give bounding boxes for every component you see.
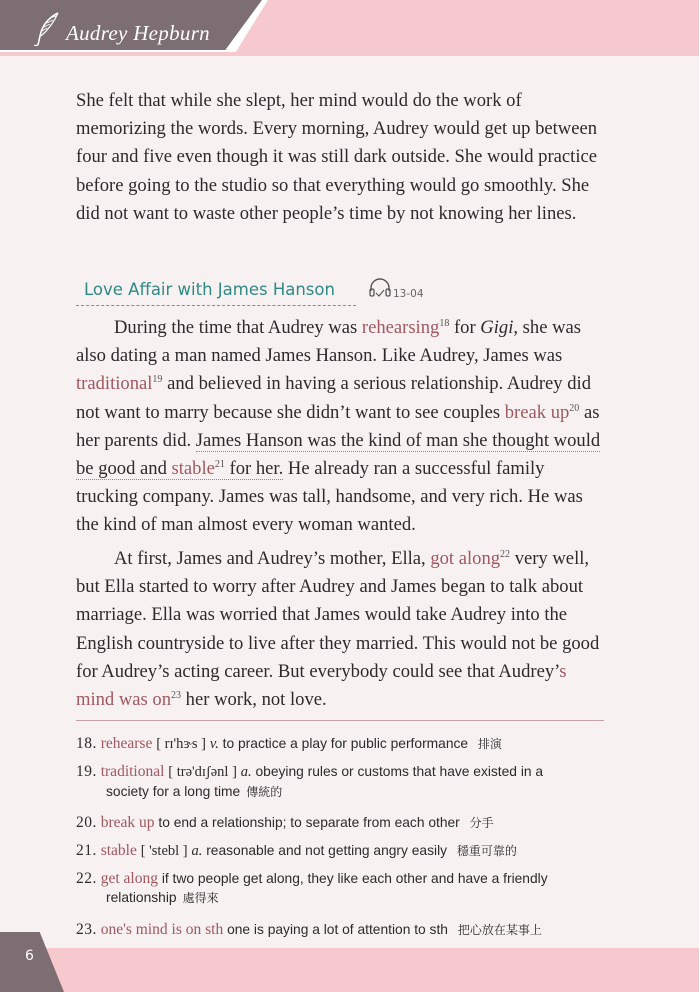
- text-run: for: [449, 317, 481, 338]
- footer-band: [0, 948, 699, 992]
- glossary-definition: obeying rules or customs that have existed in a: [255, 764, 544, 779]
- glossary-definition: if two people get along, they like each other and have a friendly: [161, 871, 548, 886]
- glossary-ipa: [ trə'dɪʃənl ]: [168, 764, 237, 780]
- text-run: very well, but Ella started to worry after Audrey and James began to talk about marriage. Ella was worried that James would take Audrey into the English countryside to live after they married. This would not be good for Audrey’s acting career. But everybody could see that Audrey’: [76, 548, 600, 682]
- page-number: 6: [25, 948, 34, 964]
- text-run: , she was also dating a man named James Hanson. Like Audrey, James was: [76, 317, 582, 367]
- glossary-chinese: 分手: [469, 816, 494, 830]
- glossary-number: 20.: [76, 814, 97, 831]
- text-run: James Hanson was the kind of man she thought would be good and: [76, 429, 601, 480]
- vocab-rehearsing[interactable]: rehearsing: [361, 317, 440, 338]
- glossary-item-23: [76, 920, 616, 940]
- footnote-22: 22: [500, 548, 511, 560]
- text-run: for her.: [224, 458, 284, 480]
- glossary-item-19: [76, 762, 616, 802]
- glossary-item-21: [76, 841, 616, 861]
- glossary-number: 21.: [76, 842, 97, 859]
- text-run: and believed in having a serious relationship. Audrey did not want to marry because she didn’t want to see couples: [76, 373, 592, 423]
- paragraph-2-text: [76, 314, 608, 540]
- vocab-got-along[interactable]: got along: [430, 548, 501, 569]
- vocab-break-up[interactable]: break up: [504, 401, 570, 423]
- glossary-definition-cont: [76, 782, 616, 802]
- paragraph-3-text: [76, 545, 608, 714]
- section-heading: [76, 279, 356, 306]
- glossary-definition-line2: society for a long time: [106, 784, 241, 799]
- glossary-chinese: 把心放在某事上: [457, 923, 542, 937]
- glossary-chinese: 排演: [477, 737, 502, 751]
- glossary-number: 19.: [76, 763, 97, 780]
- text-run: as her parents did.: [76, 401, 600, 451]
- footnote-23: 23: [171, 689, 182, 701]
- glossary-term[interactable]: get along: [100, 870, 158, 887]
- glossary-divider: [76, 720, 604, 721]
- glossary-chinese: 傳統的: [246, 785, 283, 799]
- book-title: Audrey Hepburn: [66, 21, 210, 45]
- paragraph-1-text: She felt that while she slept, her mind would do the work of memorizing the words. Every morning, Audrey would get up between four and five even though it was still dark outside. She would practice before going to the studio so that everything would go smoothly. She did not want to waste other people’s time by not knowing her lines.: [76, 90, 598, 224]
- glossary-definition: to practice a play for public performance: [222, 736, 469, 751]
- text-run: At first, James and Audrey’s mother, Ella,: [114, 548, 431, 569]
- glossary-item-18: [76, 734, 616, 754]
- glossary-chinese: 處得來: [182, 891, 219, 905]
- footnote-20: 20: [569, 402, 580, 414]
- glossary-ipa: [ 'stebl ]: [140, 843, 188, 859]
- glossary-number: 22.: [76, 870, 97, 887]
- glossary-definition-line2: relationship: [106, 890, 177, 905]
- glossary-pos: a.: [191, 843, 203, 859]
- glossary-term[interactable]: stable: [100, 842, 137, 859]
- vocab-mind-was-on[interactable]: s mind was on: [76, 660, 567, 711]
- glossary-pos: v.: [209, 736, 219, 752]
- glossary-definition: one is paying a lot of attention to sth: [227, 922, 448, 937]
- glossary-definition: reasonable and not getting angry easily: [206, 843, 448, 858]
- text-run: He already ran a successful family trucking company. James was tall, handsome, and very rich. He was the kind of man almost every woman wanted.: [76, 458, 583, 536]
- headphones-icon[interactable]: [368, 277, 392, 299]
- glossary-number: 18.: [76, 735, 97, 752]
- feather-quill-icon: [34, 12, 62, 48]
- glossary-ipa: [ rɪ'hɝs ]: [156, 736, 206, 752]
- glossary-number: 23.: [76, 921, 97, 938]
- text-run: During the time that Audrey was: [114, 317, 362, 338]
- paragraph-3: [76, 545, 608, 714]
- vocab-traditional[interactable]: traditional: [76, 373, 153, 395]
- paragraph-2: [76, 314, 608, 540]
- glossary-item-22: [76, 869, 616, 908]
- glossary-term[interactable]: break up: [100, 814, 155, 831]
- footnote-21: 21: [214, 458, 225, 470]
- paragraph-1: [76, 87, 608, 228]
- glossary-definition: to end a relationship; to separate from each other: [158, 815, 460, 830]
- glossary-pos: a.: [240, 764, 252, 780]
- track-code: 13-04: [393, 288, 424, 300]
- glossary-term[interactable]: one's mind is on sth: [100, 921, 224, 938]
- footnote-19: 19: [152, 374, 163, 386]
- glossary-definition-cont: [76, 888, 616, 908]
- glossary-chinese: 穩重可靠的: [456, 844, 517, 858]
- text-run: her work, not love.: [181, 689, 327, 711]
- section-heading-text: Love Affair with James Hanson: [84, 280, 335, 299]
- footnote-18: 18: [439, 317, 450, 329]
- glossary-term[interactable]: traditional: [100, 763, 165, 780]
- title-gigi: Gigi: [480, 317, 514, 338]
- glossary-item-20: [76, 813, 616, 833]
- vocab-stable[interactable]: stable: [171, 458, 215, 480]
- glossary-term[interactable]: rehearse: [100, 735, 153, 752]
